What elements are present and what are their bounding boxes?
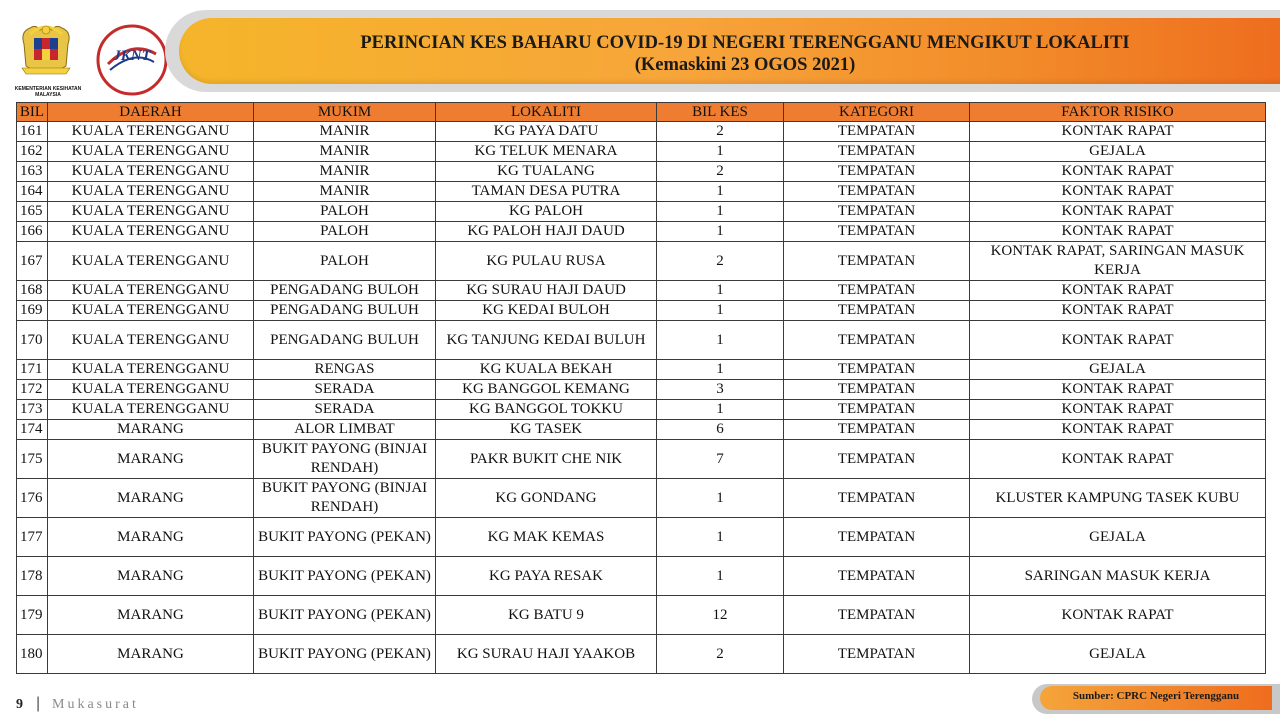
cell-bil: 164 [17,182,48,202]
col-header-bil-kes: BIL KES [657,103,784,122]
cell-bil-kes: 1 [657,360,784,380]
cell-mukim: PENGADANG BULUH [254,301,436,321]
cell-faktor-risiko: KONTAK RAPAT [970,321,1266,360]
table-row [17,596,1266,635]
cell-lokaliti: KG PAYA DATU [436,122,657,142]
cell-bil-kes: 12 [657,596,784,635]
cell-daerah: MARANG [48,440,254,479]
cell-bil-kes: 2 [657,635,784,674]
cell-kategori: TEMPATAN [784,182,970,202]
cell-mukim: PALOH [254,202,436,222]
table-row [17,440,1266,479]
cell-kategori: TEMPATAN [784,557,970,596]
logo-caption: KEMENTERIAN KESIHATAN MALAYSIA [14,86,82,98]
cell-kategori: TEMPATAN [784,122,970,142]
col-header-faktor-risiko: FAKTOR RISIKO [970,103,1266,122]
cell-faktor-risiko: GEJALA [970,142,1266,162]
logo-group [12,18,162,108]
table-row [17,380,1266,400]
cell-daerah: KUALA TERENGGANU [48,281,254,301]
cell-lokaliti: KG TUALANG [436,162,657,182]
col-header-kategori: KATEGORI [784,103,970,122]
cell-lokaliti: KG SURAU HAJI YAAKOB [436,635,657,674]
cell-daerah: KUALA TERENGGANU [48,122,254,142]
cell-bil: 166 [17,222,48,242]
cell-mukim: BUKIT PAYONG (BINJAI RENDAH) [254,479,436,518]
cell-bil: 170 [17,321,48,360]
cell-lokaliti: KG PALOH [436,202,657,222]
cell-kategori: TEMPATAN [784,635,970,674]
table-row [17,420,1266,440]
cell-bil-kes: 1 [657,400,784,420]
cases-table [16,102,1266,674]
cell-bil: 171 [17,360,48,380]
cell-lokaliti: PAKR BUKIT CHE NIK [436,440,657,479]
cell-bil-kes: 1 [657,321,784,360]
cell-bil-kes: 1 [657,281,784,301]
table-row [17,518,1266,557]
table-row [17,182,1266,202]
cell-lokaliti: KG PALOH HAJI DAUD [436,222,657,242]
cell-mukim: MANIR [254,182,436,202]
cell-lokaliti: KG KEDAI BULOH [436,301,657,321]
table-row [17,281,1266,301]
cell-bil-kes: 1 [657,202,784,222]
table-row [17,479,1266,518]
cell-mukim: BUKIT PAYONG (PEKAN) [254,635,436,674]
cell-daerah: KUALA TERENGGANU [48,142,254,162]
cell-bil: 169 [17,301,48,321]
cell-mukim: MANIR [254,142,436,162]
table-row [17,321,1266,360]
cell-bil-kes: 1 [657,182,784,202]
cell-daerah: MARANG [48,596,254,635]
cell-daerah: KUALA TERENGGANU [48,222,254,242]
cell-faktor-risiko: KONTAK RAPAT [970,162,1266,182]
cell-lokaliti: KG TASEK [436,420,657,440]
cell-kategori: TEMPATAN [784,162,970,182]
cell-faktor-risiko: KONTAK RAPAT [970,122,1266,142]
cell-daerah: KUALA TERENGGANU [48,380,254,400]
cell-kategori: TEMPATAN [784,360,970,380]
cell-daerah: MARANG [48,518,254,557]
cell-lokaliti: KG BATU 9 [436,596,657,635]
cell-bil-kes: 3 [657,380,784,400]
page-title-line1: PERINCIAN KES BAHARU COVID-19 DI NEGERI TERENGGANU MENGIKUT LOKALITI [360,33,1130,53]
cell-lokaliti: TAMAN DESA PUTRA [436,182,657,202]
cell-bil: 165 [17,202,48,222]
cell-mukim: BUKIT PAYONG (PEKAN) [254,518,436,557]
cell-kategori: TEMPATAN [784,440,970,479]
table-row [17,301,1266,321]
table-row [17,222,1266,242]
cell-faktor-risiko: KONTAK RAPAT [970,380,1266,400]
cell-bil-kes: 1 [657,479,784,518]
cell-lokaliti: KG MAK KEMAS [436,518,657,557]
cell-bil-kes: 2 [657,122,784,142]
cell-bil-kes: 6 [657,420,784,440]
cell-kategori: TEMPATAN [784,281,970,301]
cell-bil: 168 [17,281,48,301]
cell-daerah: KUALA TERENGGANU [48,242,254,281]
cell-daerah: MARANG [48,557,254,596]
cell-bil: 161 [17,122,48,142]
cell-mukim: BUKIT PAYONG (BINJAI RENDAH) [254,440,436,479]
col-header-bil: BIL [17,103,48,122]
cell-faktor-risiko: KONTAK RAPAT [970,222,1266,242]
cell-kategori: TEMPATAN [784,301,970,321]
jknt-logo [96,24,168,96]
cell-faktor-risiko: KONTAK RAPAT, SARINGAN MASUK KERJA [970,242,1266,281]
cell-faktor-risiko: GEJALA [970,360,1266,380]
cell-kategori: TEMPATAN [784,202,970,222]
cell-bil: 176 [17,479,48,518]
cell-faktor-risiko: KLUSTER KAMPUNG TASEK KUBU [970,479,1266,518]
cell-faktor-risiko: KONTAK RAPAT [970,596,1266,635]
table-row [17,142,1266,162]
table-row [17,635,1266,674]
cell-faktor-risiko: KONTAK RAPAT [970,420,1266,440]
cell-faktor-risiko: SARINGAN MASUK KERJA [970,557,1266,596]
cell-daerah: MARANG [48,420,254,440]
table-row [17,400,1266,420]
cell-daerah: KUALA TERENGGANU [48,182,254,202]
cell-faktor-risiko: KONTAK RAPAT [970,202,1266,222]
cell-faktor-risiko: GEJALA [970,635,1266,674]
cell-bil: 180 [17,635,48,674]
cell-bil-kes: 1 [657,557,784,596]
cell-mukim: PENGADANG BULOH [254,281,436,301]
cell-lokaliti: KG BANGGOL TOKKU [436,400,657,420]
table-row [17,162,1266,182]
cell-mukim: SERADA [254,400,436,420]
cell-bil-kes: 1 [657,301,784,321]
cell-kategori: TEMPATAN [784,596,970,635]
cell-lokaliti: KG SURAU HAJI DAUD [436,281,657,301]
col-header-daerah: DAERAH [48,103,254,122]
cell-bil: 167 [17,242,48,281]
cell-bil: 178 [17,557,48,596]
cell-kategori: TEMPATAN [784,242,970,281]
cell-bil: 172 [17,380,48,400]
table-row [17,557,1266,596]
col-header-mukim: MUKIM [254,103,436,122]
page-number: 9 [16,697,23,712]
cell-mukim: SERADA [254,380,436,400]
cell-bil-kes: 1 [657,222,784,242]
cell-daerah: MARANG [48,479,254,518]
cell-kategori: TEMPATAN [784,380,970,400]
table-row [17,122,1266,142]
cell-lokaliti: KG TANJUNG KEDAI BULUH [436,321,657,360]
cell-mukim: PALOH [254,222,436,242]
cell-kategori: TEMPATAN [784,420,970,440]
page-title-line2: (Kemaskini 23 OGOS 2021) [634,55,856,75]
cell-kategori: TEMPATAN [784,479,970,518]
cell-kategori: TEMPATAN [784,400,970,420]
cell-bil-kes: 2 [657,242,784,281]
cell-daerah: KUALA TERENGGANU [48,301,254,321]
cell-daerah: KUALA TERENGGANU [48,360,254,380]
cell-kategori: TEMPATAN [784,518,970,557]
cell-daerah: KUALA TERENGGANU [48,400,254,420]
cell-mukim: PALOH [254,242,436,281]
title-banner [165,10,1280,92]
col-header-lokaliti: LOKALITI [436,103,657,122]
cell-faktor-risiko: GEJALA [970,518,1266,557]
cell-faktor-risiko: KONTAK RAPAT [970,281,1266,301]
jknt-logo-text: JKNT [113,48,151,64]
cell-faktor-risiko: KONTAK RAPAT [970,400,1266,420]
cell-faktor-risiko: KONTAK RAPAT [970,301,1266,321]
cell-mukim: ALOR LIMBAT [254,420,436,440]
cell-mukim: MANIR [254,122,436,142]
cell-bil: 163 [17,162,48,182]
cell-faktor-risiko: KONTAK RAPAT [970,182,1266,202]
cell-kategori: TEMPATAN [784,142,970,162]
page-separator: | [36,695,41,712]
cell-mukim: BUKIT PAYONG (PEKAN) [254,596,436,635]
cell-faktor-risiko: KONTAK RAPAT [970,440,1266,479]
cell-lokaliti: KG GONDANG [436,479,657,518]
cell-mukim: RENGAS [254,360,436,380]
table-row [17,242,1266,281]
cell-lokaliti: KG KUALA BEKAH [436,360,657,380]
page-title [245,32,1245,76]
cell-bil: 177 [17,518,48,557]
cell-lokaliti: KG BANGGOL KEMANG [436,380,657,400]
cell-bil: 162 [17,142,48,162]
cell-bil: 179 [17,596,48,635]
table-header-row [17,103,1266,122]
table-row [17,202,1266,222]
source-credit: Sumber: CPRC Negeri Terengganu [1072,690,1240,702]
cell-bil: 174 [17,420,48,440]
cell-bil: 173 [17,400,48,420]
cell-mukim: BUKIT PAYONG (PEKAN) [254,557,436,596]
cell-bil-kes: 1 [657,518,784,557]
cell-daerah: MARANG [48,635,254,674]
page-label: Mukasurat [52,697,139,712]
cell-lokaliti: KG PULAU RUSA [436,242,657,281]
table-row [17,360,1266,380]
cell-kategori: TEMPATAN [784,222,970,242]
cell-mukim: PENGADANG BULUH [254,321,436,360]
cell-bil-kes: 2 [657,162,784,182]
cell-daerah: KUALA TERENGGANU [48,321,254,360]
cell-daerah: KUALA TERENGGANU [48,202,254,222]
cell-bil-kes: 1 [657,142,784,162]
cell-daerah: KUALA TERENGGANU [48,162,254,182]
cell-bil-kes: 7 [657,440,784,479]
cell-kategori: TEMPATAN [784,321,970,360]
cell-bil: 175 [17,440,48,479]
cell-lokaliti: KG PAYA RESAK [436,557,657,596]
malaysia-coat-of-arms-logo [16,22,76,84]
cell-mukim: MANIR [254,162,436,182]
cell-lokaliti: KG TELUK MENARA [436,142,657,162]
